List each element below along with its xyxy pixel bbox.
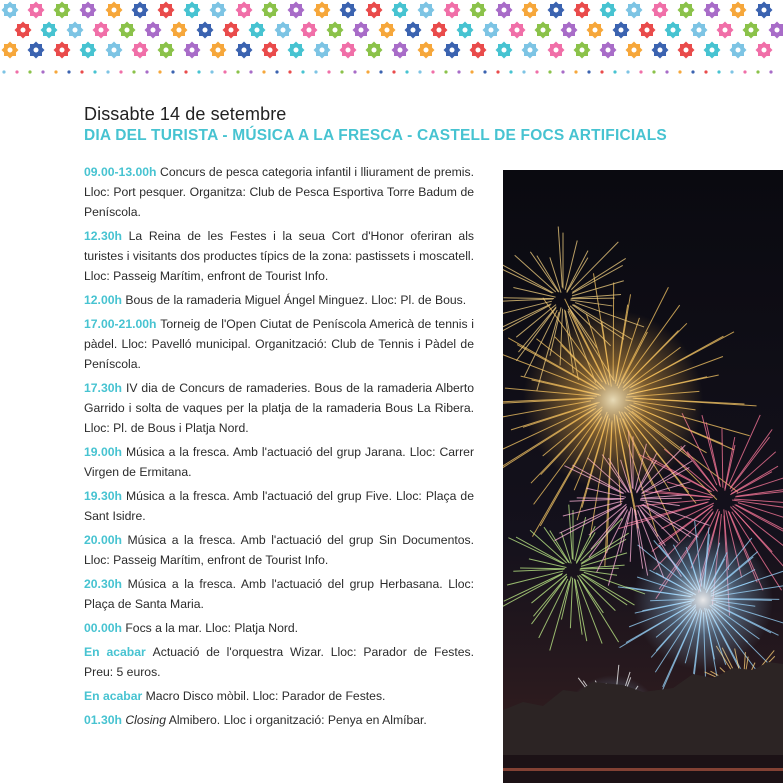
event-item bbox=[84, 442, 474, 482]
decorative-tile-pattern bbox=[0, 0, 783, 80]
event-description: IV dia de Concurs de ramaderies. Bous de la ramaderia Alberto Garrido i solta de vaques per la platja de la ramaderia Bous La Ribera. Lloc: Pl. de Bous i Platja Nord. bbox=[84, 381, 474, 435]
event-item bbox=[84, 686, 474, 706]
event-time: 01.30h bbox=[84, 713, 122, 727]
event-item bbox=[84, 378, 474, 438]
event-time: 17.30h bbox=[84, 381, 122, 395]
event-description: Música a la fresca. Amb l'actuació del grup Sin Documentos. Lloc: Passeig Marítim, enfront de Tourist Info. bbox=[84, 533, 474, 567]
page-subtitle: DIA DEL TURISTA - MÚSICA A LA FRESCA - CASTELL DE FOCS ARTIFICIALS bbox=[84, 127, 667, 144]
event-item bbox=[84, 618, 474, 638]
event-description: Macro Disco mòbil. Lloc: Parador de Festes. bbox=[145, 689, 386, 703]
event-time: 00.00h bbox=[84, 621, 122, 635]
event-item bbox=[84, 642, 474, 682]
event-item bbox=[84, 162, 474, 222]
event-item bbox=[84, 486, 474, 526]
event-description-emphasis: Closing bbox=[125, 713, 166, 727]
event-item bbox=[84, 530, 474, 570]
event-item bbox=[84, 290, 474, 310]
event-description: Música a la fresca. Amb l'actuació del grup Jarana. Lloc: Carrer Virgen de Ermitana. bbox=[84, 445, 475, 479]
event-time: 20.30h bbox=[84, 577, 122, 591]
event-time: 19.30h bbox=[84, 489, 122, 503]
event-description: Torneig de l'Open Ciutat de Peníscola Americà de tennis i pàdel. Lloc: Pavelló municipal. Organització: Club de Tennis i Pàdel de Peníscola. bbox=[84, 317, 475, 371]
event-time: 12.00h bbox=[84, 293, 122, 307]
event-time: 17.00-21.00h bbox=[84, 317, 157, 331]
event-description: Bous de la ramaderia Miguel Ángel Minguez. Lloc: Pl. de Bous. bbox=[125, 293, 467, 307]
event-item bbox=[84, 314, 474, 374]
event-time: 19.00h bbox=[84, 445, 122, 459]
event-time: En acabar bbox=[84, 645, 146, 659]
event-time: 09.00-13.00h bbox=[84, 165, 157, 179]
event-item bbox=[84, 710, 474, 730]
fireworks-photo bbox=[503, 170, 783, 783]
event-description: Concurs de pesca categoria infantil i lliurament de premis. Lloc: Port pesquer. Organitza: Club de Pesca Esportiva Torre Badum de Peníscola. bbox=[84, 165, 474, 219]
event-description: Música a la fresca. Amb l'actuació del grup Five. Lloc: Plaça de Sant Isidre. bbox=[84, 489, 474, 523]
event-description: Música a la fresca. Amb l'actuació del grup Herbasana. Lloc: Plaça de Santa Maria. bbox=[84, 577, 474, 611]
event-time: En acabar bbox=[84, 689, 143, 703]
event-description: Actuació de l'orquestra Wizar. Lloc: Parador de Festes. Preu: 5 euros. bbox=[84, 645, 475, 679]
event-description: Almibero. Lloc i organització: Penya en Almíbar. bbox=[166, 713, 427, 727]
event-time: 20.00h bbox=[84, 533, 122, 547]
event-time: 12.30h bbox=[84, 229, 122, 243]
event-item bbox=[84, 574, 474, 614]
event-description: Focs a la mar. Lloc: Platja Nord. bbox=[125, 621, 299, 635]
event-description: La Reina de les Festes i la seua Cort d'Honor oferiran als turistes i visitants dos productes típics de la zona: pastissets i moscatell. Lloc: Passeig Marítim, enfront de Tourist Info. bbox=[84, 229, 474, 283]
event-item bbox=[84, 226, 474, 286]
event-list bbox=[84, 162, 474, 734]
page-title: Dissabte 14 de setembre bbox=[84, 104, 287, 124]
